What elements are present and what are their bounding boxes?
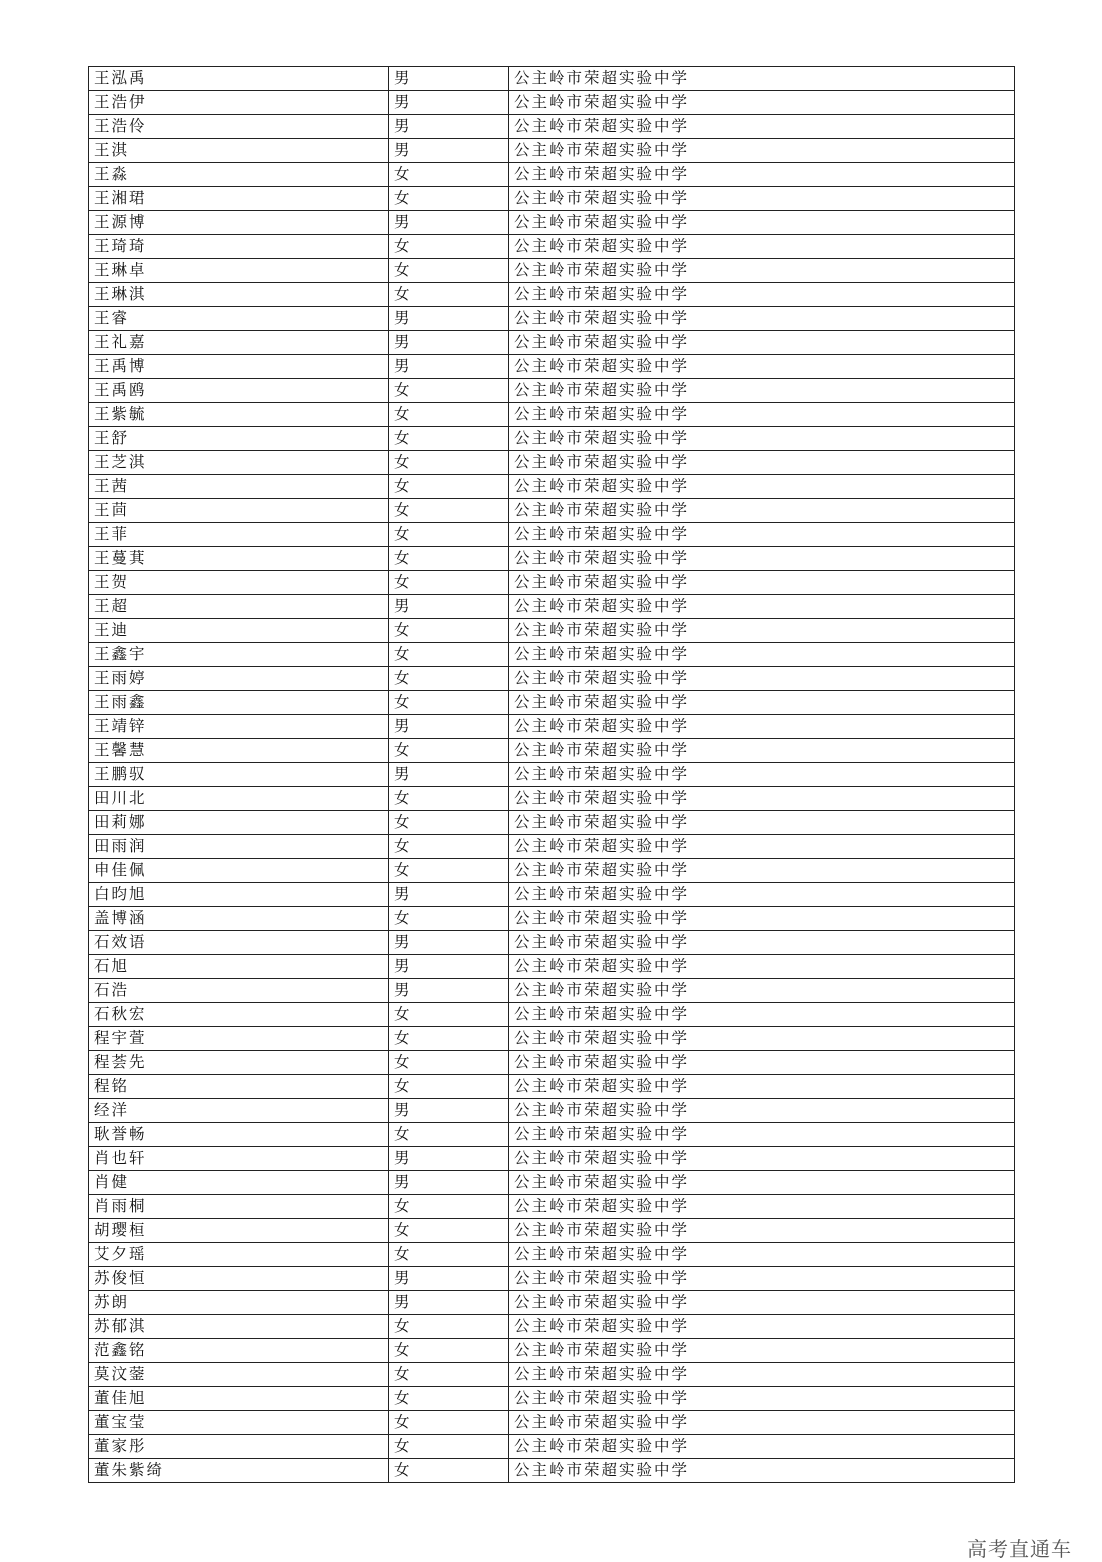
- school-cell: 公主岭市荣超实验中学: [509, 811, 1015, 835]
- school-cell: 公主岭市荣超实验中学: [509, 835, 1015, 859]
- name-cell: 王鹏驭: [89, 763, 389, 787]
- name-cell: 王浩伶: [89, 115, 389, 139]
- name-cell: 盖博涵: [89, 907, 389, 931]
- school-cell: 公主岭市荣超实验中学: [509, 595, 1015, 619]
- table-row: [89, 1147, 1015, 1171]
- name-cell: 石秋宏: [89, 1003, 389, 1027]
- table-row: [89, 1435, 1015, 1459]
- gender-cell: 女: [389, 259, 509, 283]
- table-row: [89, 91, 1015, 115]
- gender-cell: 女: [389, 1363, 509, 1387]
- table-row: [89, 1027, 1015, 1051]
- school-cell: 公主岭市荣超实验中学: [509, 715, 1015, 739]
- gender-cell: 男: [389, 1099, 509, 1123]
- gender-cell: 女: [389, 571, 509, 595]
- school-cell: 公主岭市荣超实验中学: [509, 403, 1015, 427]
- school-cell: 公主岭市荣超实验中学: [509, 427, 1015, 451]
- table-row: [89, 163, 1015, 187]
- gender-cell: 男: [389, 67, 509, 91]
- table-row: [89, 643, 1015, 667]
- table-row: [89, 307, 1015, 331]
- gender-cell: 女: [389, 1459, 509, 1483]
- school-cell: 公主岭市荣超实验中学: [509, 499, 1015, 523]
- gender-cell: 男: [389, 91, 509, 115]
- gender-cell: 女: [389, 427, 509, 451]
- gender-cell: 女: [389, 1003, 509, 1027]
- table-row: [89, 67, 1015, 91]
- school-cell: 公主岭市荣超实验中学: [509, 307, 1015, 331]
- name-cell: 王芝淇: [89, 451, 389, 475]
- gender-cell: 女: [389, 379, 509, 403]
- name-cell: 王菲: [89, 523, 389, 547]
- school-cell: 公主岭市荣超实验中学: [509, 1291, 1015, 1315]
- school-cell: 公主岭市荣超实验中学: [509, 1435, 1015, 1459]
- gender-cell: 男: [389, 979, 509, 1003]
- gender-cell: 男: [389, 331, 509, 355]
- name-cell: 肖健: [89, 1171, 389, 1195]
- name-cell: 王源博: [89, 211, 389, 235]
- school-cell: 公主岭市荣超实验中学: [509, 739, 1015, 763]
- gender-cell: 女: [389, 1387, 509, 1411]
- name-cell: 王紫毓: [89, 403, 389, 427]
- gender-cell: 女: [389, 1411, 509, 1435]
- name-cell: 董佳旭: [89, 1387, 389, 1411]
- school-cell: 公主岭市荣超实验中学: [509, 1243, 1015, 1267]
- school-cell: 公主岭市荣超实验中学: [509, 883, 1015, 907]
- school-cell: 公主岭市荣超实验中学: [509, 619, 1015, 643]
- gender-cell: 女: [389, 451, 509, 475]
- gender-cell: 女: [389, 1123, 509, 1147]
- name-cell: 王琳淇: [89, 283, 389, 307]
- table-row: [89, 931, 1015, 955]
- school-cell: 公主岭市荣超实验中学: [509, 475, 1015, 499]
- school-cell: 公主岭市荣超实验中学: [509, 1123, 1015, 1147]
- table-row: [89, 1387, 1015, 1411]
- name-cell: 石旭: [89, 955, 389, 979]
- table-row: [89, 355, 1015, 379]
- table-row: [89, 1075, 1015, 1099]
- table-row: [89, 571, 1015, 595]
- school-cell: 公主岭市荣超实验中学: [509, 91, 1015, 115]
- school-cell: 公主岭市荣超实验中学: [509, 331, 1015, 355]
- school-cell: 公主岭市荣超实验中学: [509, 691, 1015, 715]
- school-cell: 公主岭市荣超实验中学: [509, 283, 1015, 307]
- name-cell: 王浩伊: [89, 91, 389, 115]
- gender-cell: 男: [389, 1291, 509, 1315]
- name-cell: 王迪: [89, 619, 389, 643]
- table-row: [89, 283, 1015, 307]
- gender-cell: 女: [389, 1051, 509, 1075]
- gender-cell: 男: [389, 931, 509, 955]
- name-cell: 王贺: [89, 571, 389, 595]
- table-row: [89, 427, 1015, 451]
- name-cell: 王琦琦: [89, 235, 389, 259]
- table-row: [89, 499, 1015, 523]
- gender-cell: 女: [389, 1219, 509, 1243]
- gender-cell: 女: [389, 1339, 509, 1363]
- name-cell: 王蔓萁: [89, 547, 389, 571]
- school-cell: 公主岭市荣超实验中学: [509, 787, 1015, 811]
- gender-cell: 女: [389, 1243, 509, 1267]
- gender-cell: 女: [389, 403, 509, 427]
- school-cell: 公主岭市荣超实验中学: [509, 1147, 1015, 1171]
- table-row: [89, 1411, 1015, 1435]
- gender-cell: 男: [389, 955, 509, 979]
- gender-cell: 女: [389, 547, 509, 571]
- school-cell: 公主岭市荣超实验中学: [509, 571, 1015, 595]
- name-cell: 王淼: [89, 163, 389, 187]
- name-cell: 王茴: [89, 499, 389, 523]
- name-cell: 王泓禹: [89, 67, 389, 91]
- name-cell: 董朱紫绮: [89, 1459, 389, 1483]
- gender-cell: 男: [389, 211, 509, 235]
- name-cell: 董家彤: [89, 1435, 389, 1459]
- name-cell: 石效语: [89, 931, 389, 955]
- table-row: [89, 1291, 1015, 1315]
- school-cell: 公主岭市荣超实验中学: [509, 523, 1015, 547]
- table-row: [89, 475, 1015, 499]
- table-row: [89, 1219, 1015, 1243]
- name-cell: 王超: [89, 595, 389, 619]
- name-cell: 胡璎桓: [89, 1219, 389, 1243]
- school-cell: 公主岭市荣超实验中学: [509, 955, 1015, 979]
- table-row: [89, 379, 1015, 403]
- gender-cell: 女: [389, 787, 509, 811]
- school-cell: 公主岭市荣超实验中学: [509, 235, 1015, 259]
- table-row: [89, 715, 1015, 739]
- gender-cell: 男: [389, 883, 509, 907]
- school-cell: 公主岭市荣超实验中学: [509, 1387, 1015, 1411]
- gender-cell: 女: [389, 1435, 509, 1459]
- gender-cell: 女: [389, 619, 509, 643]
- gender-cell: 女: [389, 1315, 509, 1339]
- gender-cell: 女: [389, 811, 509, 835]
- name-cell: 王靖锌: [89, 715, 389, 739]
- school-cell: 公主岭市荣超实验中学: [509, 907, 1015, 931]
- name-cell: 经洋: [89, 1099, 389, 1123]
- school-cell: 公主岭市荣超实验中学: [509, 1339, 1015, 1363]
- school-cell: 公主岭市荣超实验中学: [509, 979, 1015, 1003]
- table-row: [89, 547, 1015, 571]
- table-row: [89, 955, 1015, 979]
- table-row: [89, 1363, 1015, 1387]
- school-cell: 公主岭市荣超实验中学: [509, 1051, 1015, 1075]
- school-cell: 公主岭市荣超实验中学: [509, 931, 1015, 955]
- table-row: [89, 811, 1015, 835]
- gender-cell: 女: [389, 691, 509, 715]
- name-cell: 范鑫铭: [89, 1339, 389, 1363]
- table-row: [89, 523, 1015, 547]
- gender-cell: 女: [389, 835, 509, 859]
- name-cell: 肖也轩: [89, 1147, 389, 1171]
- gender-cell: 男: [389, 139, 509, 163]
- school-cell: 公主岭市荣超实验中学: [509, 451, 1015, 475]
- table-row: [89, 763, 1015, 787]
- gender-cell: 女: [389, 523, 509, 547]
- table-row: [89, 667, 1015, 691]
- gender-cell: 男: [389, 355, 509, 379]
- name-cell: 王茜: [89, 475, 389, 499]
- table-row: [89, 331, 1015, 355]
- school-cell: 公主岭市荣超实验中学: [509, 1027, 1015, 1051]
- school-cell: 公主岭市荣超实验中学: [509, 1459, 1015, 1483]
- table-row: [89, 451, 1015, 475]
- name-cell: 王禹鸥: [89, 379, 389, 403]
- table-row: [89, 739, 1015, 763]
- school-cell: 公主岭市荣超实验中学: [509, 163, 1015, 187]
- name-cell: 董宝莹: [89, 1411, 389, 1435]
- table-row: [89, 907, 1015, 931]
- table-row: [89, 211, 1015, 235]
- table-row: [89, 1195, 1015, 1219]
- gender-cell: 女: [389, 163, 509, 187]
- school-cell: 公主岭市荣超实验中学: [509, 187, 1015, 211]
- school-cell: 公主岭市荣超实验中学: [509, 211, 1015, 235]
- gender-cell: 女: [389, 667, 509, 691]
- name-cell: 苏朗: [89, 1291, 389, 1315]
- table-row: [89, 619, 1015, 643]
- gender-cell: 女: [389, 907, 509, 931]
- table-row: [89, 1459, 1015, 1483]
- school-cell: 公主岭市荣超实验中学: [509, 1315, 1015, 1339]
- gender-cell: 男: [389, 307, 509, 331]
- gender-cell: 男: [389, 1171, 509, 1195]
- gender-cell: 女: [389, 187, 509, 211]
- name-cell: 耿誉畅: [89, 1123, 389, 1147]
- gender-cell: 男: [389, 595, 509, 619]
- table-row: [89, 883, 1015, 907]
- name-cell: 苏郁淇: [89, 1315, 389, 1339]
- name-cell: 王雨鑫: [89, 691, 389, 715]
- table-row: [89, 787, 1015, 811]
- gender-cell: 女: [389, 283, 509, 307]
- name-cell: 石浩: [89, 979, 389, 1003]
- name-cell: 王禹博: [89, 355, 389, 379]
- name-cell: 艾夕瑶: [89, 1243, 389, 1267]
- name-cell: 王礼嘉: [89, 331, 389, 355]
- table-row: [89, 979, 1015, 1003]
- table-row: [89, 1315, 1015, 1339]
- table-row: [89, 235, 1015, 259]
- gender-cell: 男: [389, 1147, 509, 1171]
- school-cell: 公主岭市荣超实验中学: [509, 259, 1015, 283]
- school-cell: 公主岭市荣超实验中学: [509, 667, 1015, 691]
- school-cell: 公主岭市荣超实验中学: [509, 115, 1015, 139]
- name-cell: 白昀旭: [89, 883, 389, 907]
- gender-cell: 女: [389, 1195, 509, 1219]
- school-cell: 公主岭市荣超实验中学: [509, 1171, 1015, 1195]
- table-row: [89, 403, 1015, 427]
- name-cell: 王鑫宇: [89, 643, 389, 667]
- table-row: [89, 259, 1015, 283]
- table-row: [89, 859, 1015, 883]
- student-roster-table: [88, 66, 1015, 1483]
- table-row: [89, 1339, 1015, 1363]
- school-cell: 公主岭市荣超实验中学: [509, 1411, 1015, 1435]
- school-cell: 公主岭市荣超实验中学: [509, 547, 1015, 571]
- name-cell: 申佳佩: [89, 859, 389, 883]
- school-cell: 公主岭市荣超实验中学: [509, 763, 1015, 787]
- school-cell: 公主岭市荣超实验中学: [509, 67, 1015, 91]
- school-cell: 公主岭市荣超实验中学: [509, 1099, 1015, 1123]
- table-row: [89, 1003, 1015, 1027]
- name-cell: 王淇: [89, 139, 389, 163]
- school-cell: 公主岭市荣超实验中学: [509, 1363, 1015, 1387]
- school-cell: 公主岭市荣超实验中学: [509, 1267, 1015, 1291]
- table-row: [89, 139, 1015, 163]
- name-cell: 莫汶蓥: [89, 1363, 389, 1387]
- table-row: [89, 1123, 1015, 1147]
- table-row: [89, 1243, 1015, 1267]
- school-cell: 公主岭市荣超实验中学: [509, 1219, 1015, 1243]
- gender-cell: 女: [389, 235, 509, 259]
- school-cell: 公主岭市荣超实验中学: [509, 643, 1015, 667]
- gender-cell: 女: [389, 475, 509, 499]
- name-cell: 田川北: [89, 787, 389, 811]
- name-cell: 田雨润: [89, 835, 389, 859]
- name-cell: 王湘珺: [89, 187, 389, 211]
- gender-cell: 男: [389, 763, 509, 787]
- table-row: [89, 1099, 1015, 1123]
- name-cell: 王琳卓: [89, 259, 389, 283]
- table-row: [89, 835, 1015, 859]
- table-row: [89, 115, 1015, 139]
- gender-cell: 女: [389, 643, 509, 667]
- roster-body: [89, 67, 1015, 1483]
- school-cell: 公主岭市荣超实验中学: [509, 859, 1015, 883]
- school-cell: 公主岭市荣超实验中学: [509, 139, 1015, 163]
- school-cell: 公主岭市荣超实验中学: [509, 1075, 1015, 1099]
- gender-cell: 女: [389, 739, 509, 763]
- watermark: 高考直通车: [967, 1537, 1072, 1561]
- school-cell: 公主岭市荣超实验中学: [509, 1195, 1015, 1219]
- table-row: [89, 1171, 1015, 1195]
- school-cell: 公主岭市荣超实验中学: [509, 379, 1015, 403]
- gender-cell: 男: [389, 115, 509, 139]
- gender-cell: 女: [389, 1075, 509, 1099]
- gender-cell: 男: [389, 715, 509, 739]
- table-row: [89, 691, 1015, 715]
- name-cell: 程铭: [89, 1075, 389, 1099]
- table-row: [89, 595, 1015, 619]
- table-row: [89, 1051, 1015, 1075]
- name-cell: 王雨婷: [89, 667, 389, 691]
- gender-cell: 男: [389, 1267, 509, 1291]
- gender-cell: 女: [389, 499, 509, 523]
- name-cell: 程荟先: [89, 1051, 389, 1075]
- name-cell: 肖雨桐: [89, 1195, 389, 1219]
- school-cell: 公主岭市荣超实验中学: [509, 1003, 1015, 1027]
- gender-cell: 女: [389, 1027, 509, 1051]
- name-cell: 程宇萱: [89, 1027, 389, 1051]
- name-cell: 苏俊恒: [89, 1267, 389, 1291]
- table-row: [89, 1267, 1015, 1291]
- name-cell: 王舒: [89, 427, 389, 451]
- name-cell: 王睿: [89, 307, 389, 331]
- name-cell: 王馨慧: [89, 739, 389, 763]
- school-cell: 公主岭市荣超实验中学: [509, 355, 1015, 379]
- gender-cell: 女: [389, 859, 509, 883]
- name-cell: 田莉娜: [89, 811, 389, 835]
- table-row: [89, 187, 1015, 211]
